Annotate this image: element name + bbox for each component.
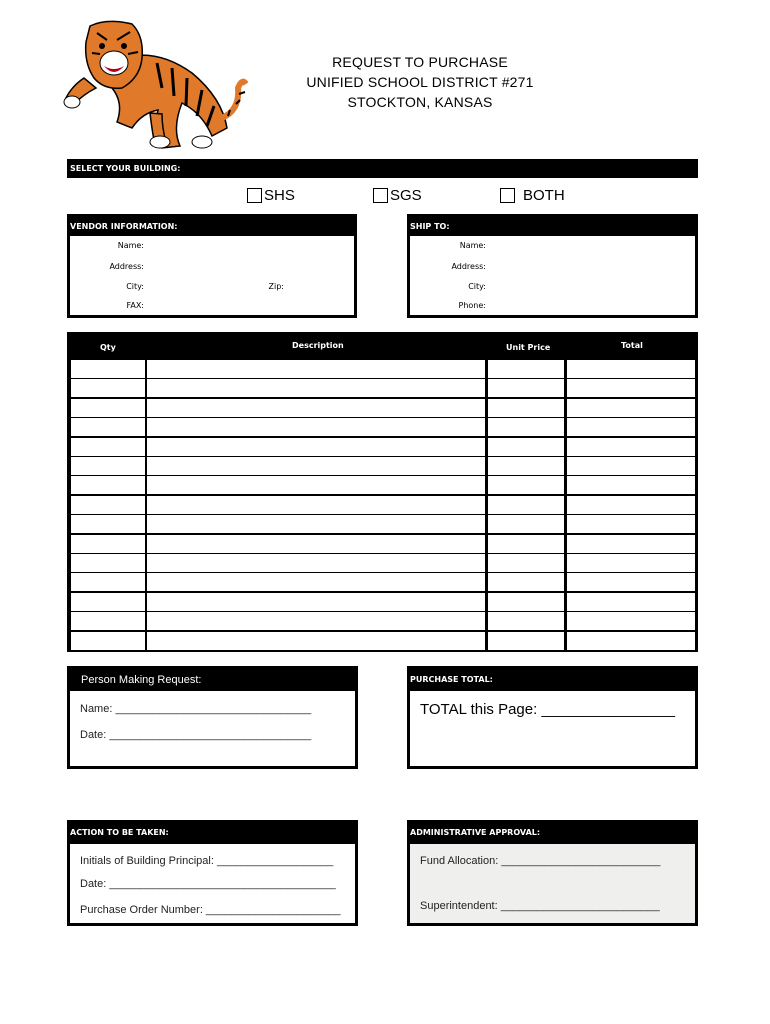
unit-price-cell[interactable] [488,535,564,553]
total-cell[interactable] [567,496,695,514]
unit-price-cell[interactable] [488,457,564,475]
purchase-total-bar-label: PURCHASE TOTAL: [410,675,493,684]
table-row [70,632,695,650]
vendor-zip-label: Zip: [268,282,284,291]
description-cell[interactable] [147,399,485,417]
option-both[interactable] [500,187,565,204]
option-shs[interactable] [247,187,295,204]
vendor-bar [67,214,357,236]
unit-price-cell[interactable] [488,476,564,494]
unit-price-cell[interactable] [488,515,564,533]
unit-price-cell[interactable] [488,632,564,650]
vendor-address-label: Address: [109,262,144,271]
ship-address-label: Address: [451,262,486,271]
qty-cell[interactable] [71,418,145,436]
items-table-header [70,335,695,359]
qty-cell[interactable] [71,438,145,456]
qty-cell[interactable] [71,476,145,494]
total-cell[interactable] [567,360,695,378]
table-row [70,457,695,475]
title-line-1: REQUEST TO PURCHASE [332,54,508,70]
unit-price-cell[interactable] [488,554,564,572]
qty-cell[interactable] [71,535,145,553]
ship-name-label: Name: [459,241,486,250]
total-cell[interactable] [567,632,695,650]
qty-cell[interactable] [71,457,145,475]
description-cell[interactable] [147,535,485,553]
description-cell[interactable] [147,379,485,397]
principal-initials-line[interactable]: Initials of Building Principal: ___________________ [80,855,334,867]
unit-price-cell[interactable] [488,573,564,591]
vendor-city-label: City: [126,282,144,291]
description-cell[interactable] [147,554,485,572]
qty-cell[interactable] [71,632,145,650]
ship-city-label: City: [468,282,486,291]
select-building-label: SELECT YOUR BUILDING: [70,164,181,173]
option-sgs-label: SGS [390,187,422,204]
vendor-fax-label: FAX: [126,301,144,310]
table-row [70,573,695,591]
option-sgs[interactable] [373,187,422,204]
table-row [70,379,695,397]
select-building-bar [67,159,698,178]
total-cell[interactable] [567,535,695,553]
table-row [70,535,695,553]
unit-price-cell[interactable] [488,399,564,417]
checkbox-sgs[interactable] [373,188,388,203]
description-cell[interactable] [147,496,485,514]
title-line-3: STOCKTON, KANSAS [347,94,493,110]
option-both-label: BOTH [523,187,565,204]
description-cell[interactable] [147,457,485,475]
option-shs-label: SHS [264,187,295,204]
requester-bar-label: Person Making Request: [81,674,202,686]
header-description: Description [292,341,344,350]
table-row [70,360,695,378]
total-cell[interactable] [567,399,695,417]
qty-cell[interactable] [71,593,145,611]
table-row [70,399,695,417]
description-cell[interactable] [147,360,485,378]
unit-price-cell[interactable] [488,379,564,397]
table-row [70,612,695,630]
unit-price-cell[interactable] [488,612,564,630]
vendor-fields[interactable] [150,238,350,312]
title-line-2: UNIFIED SCHOOL DISTRICT #271 [306,74,534,90]
header-unit-price: Unit Price [506,343,551,352]
ship-phone-label: Phone: [458,301,486,310]
ship-to-bar-label: SHIP TO: [410,222,450,231]
approval-bar-label: ADMINISTRATIVE APPROVAL: [410,828,541,837]
description-cell[interactable] [147,612,485,630]
table-row [70,476,695,494]
unit-price-cell[interactable] [488,496,564,514]
vendor-bar-label: VENDOR INFORMATION: [70,222,178,231]
fund-allocation-line[interactable]: Fund Allocation: __________________________ [420,855,661,867]
qty-cell[interactable] [71,515,145,533]
table-row [70,593,695,611]
description-cell[interactable] [147,515,485,533]
total-cell[interactable] [567,612,695,630]
checkbox-shs[interactable] [247,188,262,203]
total-cell[interactable] [567,476,695,494]
items-table [67,332,698,652]
checkbox-both[interactable] [500,188,515,203]
total-cell[interactable] [567,573,695,591]
total-cell[interactable] [567,379,695,397]
superintendent-line[interactable]: Superintendent: __________________________ [420,900,660,912]
action-bar [67,820,358,844]
total-cell[interactable] [567,554,695,572]
description-cell[interactable] [147,476,485,494]
total-cell[interactable] [567,438,695,456]
unit-price-cell[interactable] [488,438,564,456]
total-cell[interactable] [567,515,695,533]
total-cell[interactable] [567,593,695,611]
ship-to-fields[interactable] [490,238,690,312]
description-cell[interactable] [147,418,485,436]
total-cell[interactable] [567,457,695,475]
requester-bar [67,666,358,691]
tiger-mascot-icon [62,18,248,152]
action-bar-label: ACTION TO BE TAKEN: [70,828,169,837]
header-total: Total [621,341,643,350]
qty-cell[interactable] [71,554,145,572]
vendor-name-label: Name: [117,241,144,250]
purchase-order-number-line[interactable]: Purchase Order Number: ______________________ [80,904,341,916]
ship-to-bar [407,214,698,236]
qty-cell[interactable] [71,496,145,514]
qty-cell[interactable] [71,360,145,378]
table-row [70,554,695,572]
qty-cell[interactable] [71,612,145,630]
approval-bar [407,820,698,844]
qty-cell[interactable] [71,379,145,397]
description-cell[interactable] [147,573,485,591]
description-cell[interactable] [147,632,485,650]
total-this-page-line[interactable]: TOTAL this Page: ________________ [420,701,675,718]
unit-price-cell[interactable] [488,593,564,611]
table-row [70,515,695,533]
purchase-total-bar [407,666,698,691]
total-cell[interactable] [567,418,695,436]
table-row [70,418,695,436]
unit-price-cell[interactable] [488,360,564,378]
requester-date-line[interactable]: Date: _________________________________ [80,729,312,741]
table-row [70,438,695,456]
table-row [70,496,695,514]
description-cell[interactable] [147,593,485,611]
action-date-line[interactable]: Date: _____________________________________ [80,878,336,890]
qty-cell[interactable] [71,573,145,591]
unit-price-cell[interactable] [488,418,564,436]
description-cell[interactable] [147,438,485,456]
header-qty: Qty [100,343,116,352]
qty-cell[interactable] [71,399,145,417]
requester-name-line[interactable]: Name: ________________________________ [80,703,312,715]
